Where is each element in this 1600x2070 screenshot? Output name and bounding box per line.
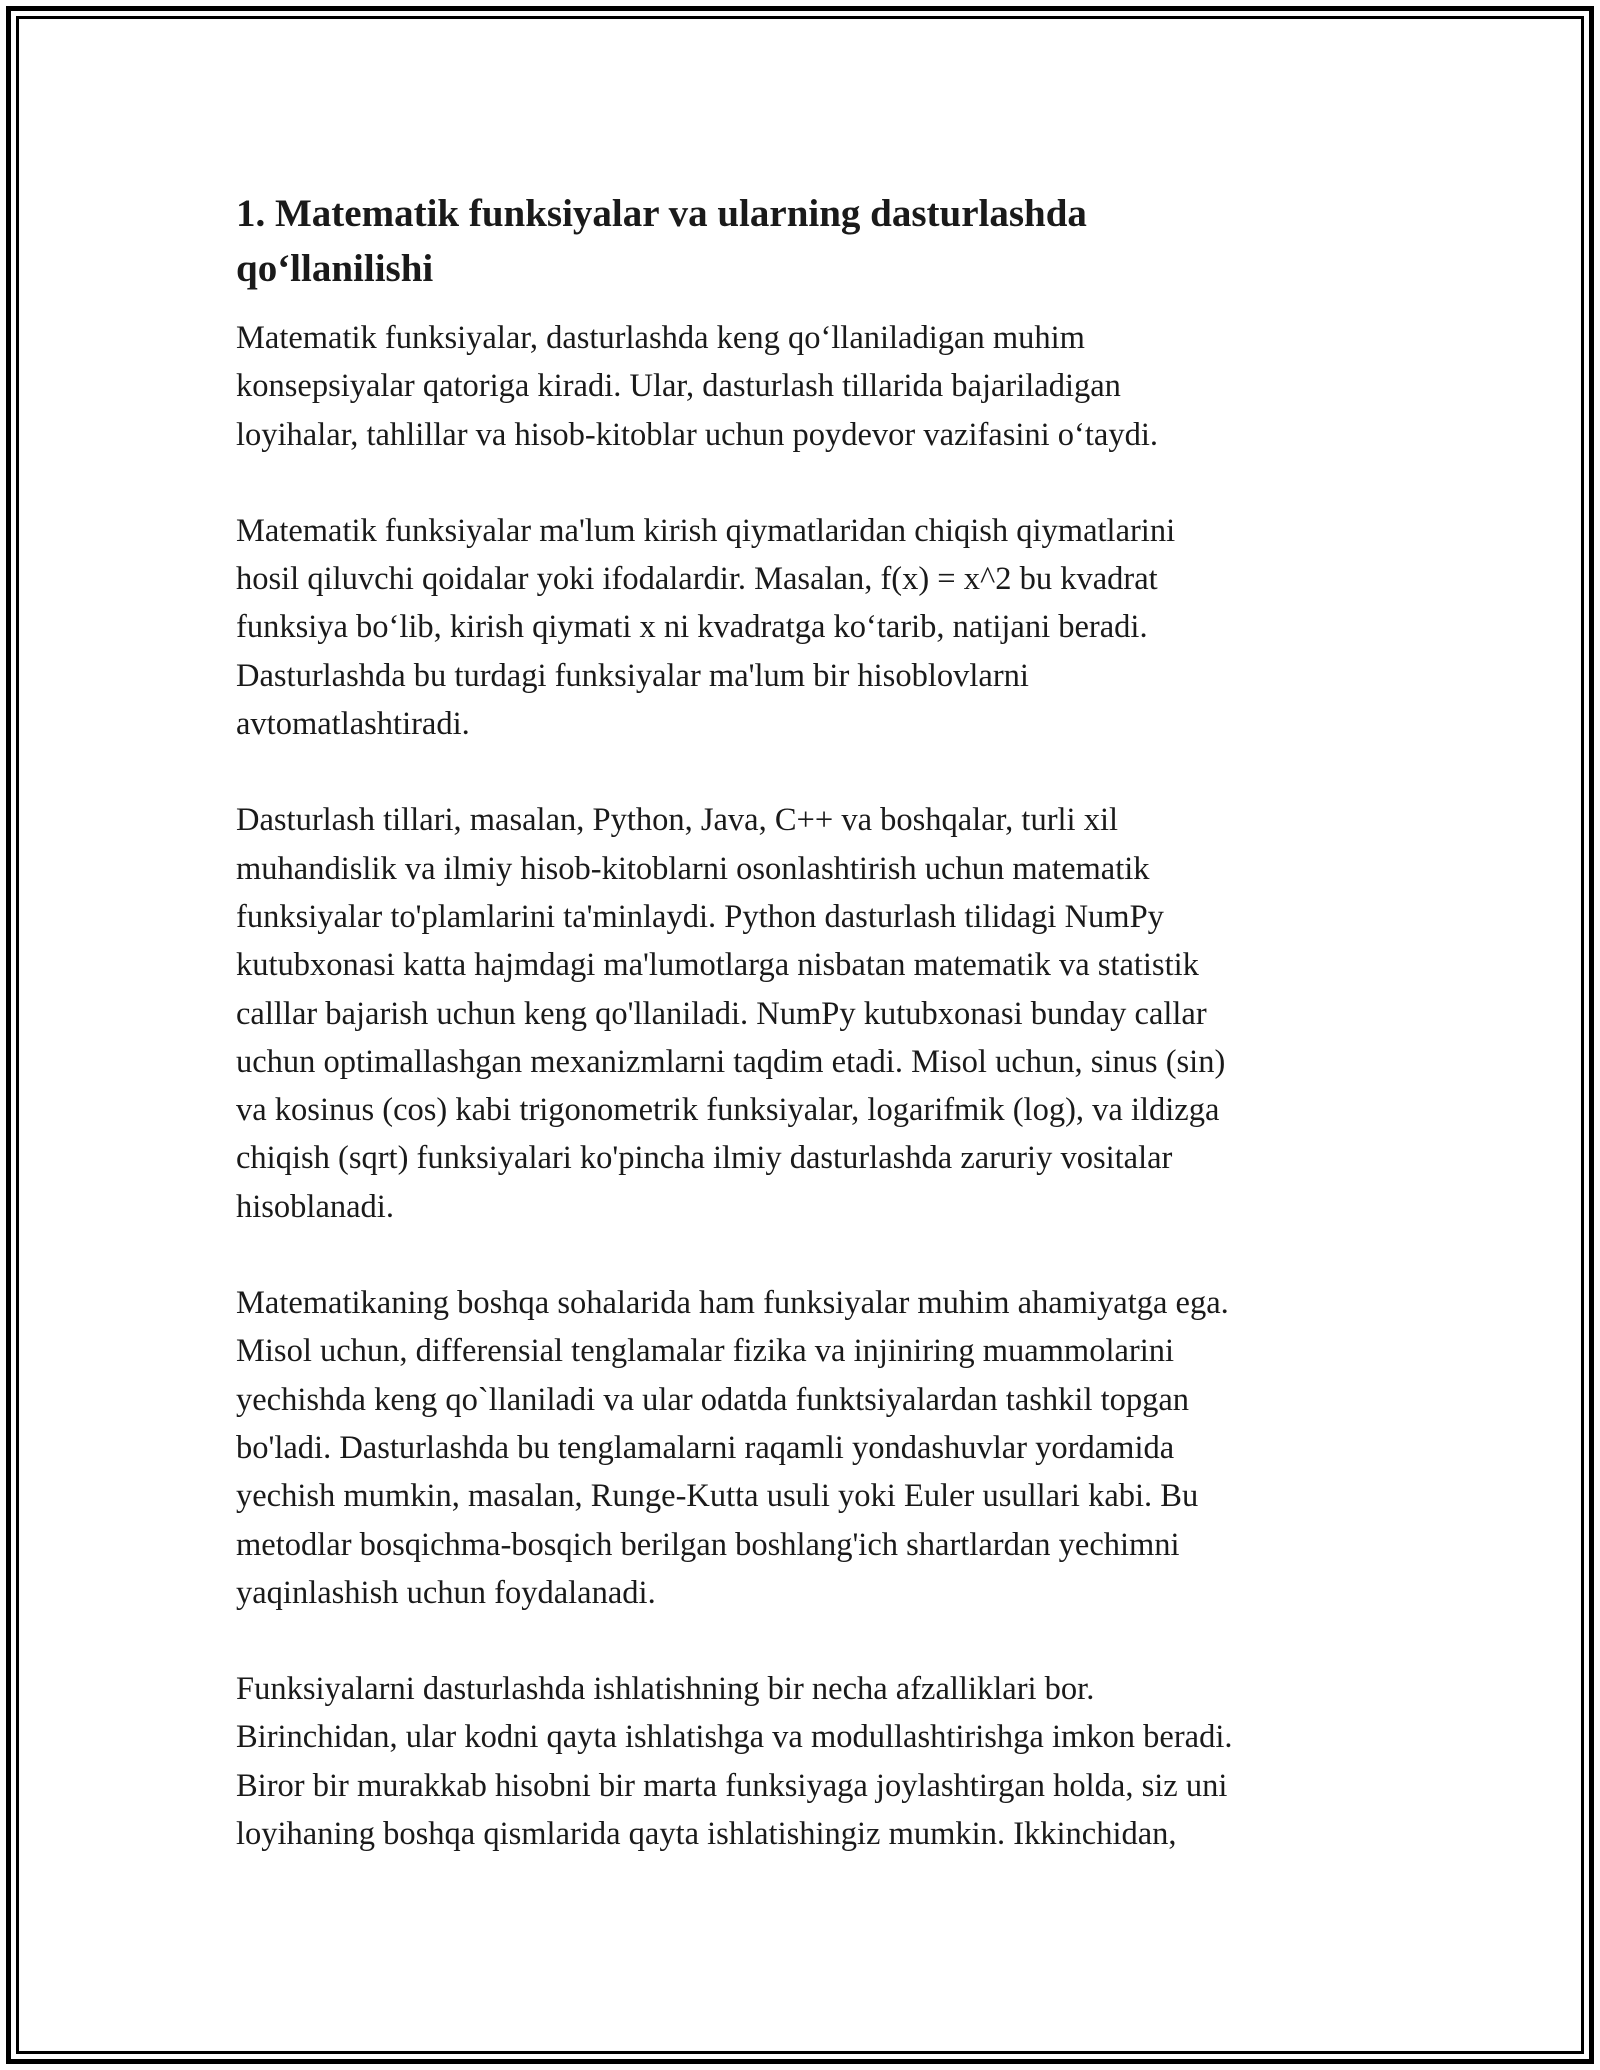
paragraph-3: Dasturlash tillari, masalan, Python, Java, C++ va boshqalar, turli xil muhandislik va ilmiy hisob-kitoblarni osonlashtirish uchun matematik funksiyalar to'plamlarini ta'minlaydi. Python dasturlash tilidagi NumPy kutubxonasi katta hajmdagi ma'lumotlarga nisbatan matematik va statistik calllar bajarish uchun keng qo'llaniladi. NumPy kutubxonasi bunday callar uchun optimallashgan mexanizmlarni taqdim etadi. Misol uchun, sinus (sin) va kosinus (cos) kabi trigonometrik funksiyalar, logarifmik (log), va ildizga chiqish (sqrt) funksiyalari ko'pincha ilmiy dasturlashda zaruriy vositalar hisoblanadi. bbox=[236, 802, 1226, 1225]
paragraph-5: Funksiyalarni dasturlashda ishlatishning bir necha afzalliklari bor. Birinchidan, ular kodni qayta ishlatishga va modullashtirishga imkon beradi. Biror bir murakkab hisobni bir marta funksiyaga joylashtirgan holda, siz uni loyihaning boshqa qismlarida qayta ishlatishingiz mumkin. Ikkinchidan, bbox=[236, 1671, 1233, 1853]
paragraph-1: Matematik funksiyalar, dasturlashda keng qo‘llaniladigan muhim konsepsiyalar qatoriga kiradi. Ular, dasturlash tillarida bajariladigan loyihalar, tahlillar va hisob-kitoblar uchun poydevor vazifasini o‘taydi. bbox=[236, 320, 1158, 453]
document-body bbox=[236, 186, 1376, 1906]
paragraph-4: Matematikaning boshqa sohalarida ham funksiyalar muhim ahamiyatga ega. Misol uchun, differensial tenglamalar fizika va injiniring muammolarini yechishda keng qo`llaniladi va ular odatda funktsiyalardan tashkil topgan bo'ladi. Dasturlashda bu tenglamalarni raqamli yondashuvlar yordamida yechish mumkin, masalan, Runge-Kutta usuli yoki Euler usullari kabi. Bu metodlar bosqichma-bosqich berilgan boshlang'ich shartlardan yechimni yaqinlashish uchun foydalanadi. bbox=[236, 1285, 1229, 1611]
section-heading: 1. Matematik funksiyalar va ularning dasturlashda qo‘llanilishi bbox=[236, 192, 1087, 290]
paragraph-2: Matematik funksiyalar ma'lum kirish qiymatlaridan chiqish qiymatlarini hosil qiluvchi qoidalar yoki ifodalardir. Masalan, f(x) = x^2 bu kvadrat funksiya bo‘lib, kirish qiymati x ni kvadratga ko‘tarib, natijani beradi. Dasturlashda bu turdagi funksiyalar ma'lum bir hisoblovlarni avtomatlashtiradi. bbox=[236, 512, 1176, 743]
